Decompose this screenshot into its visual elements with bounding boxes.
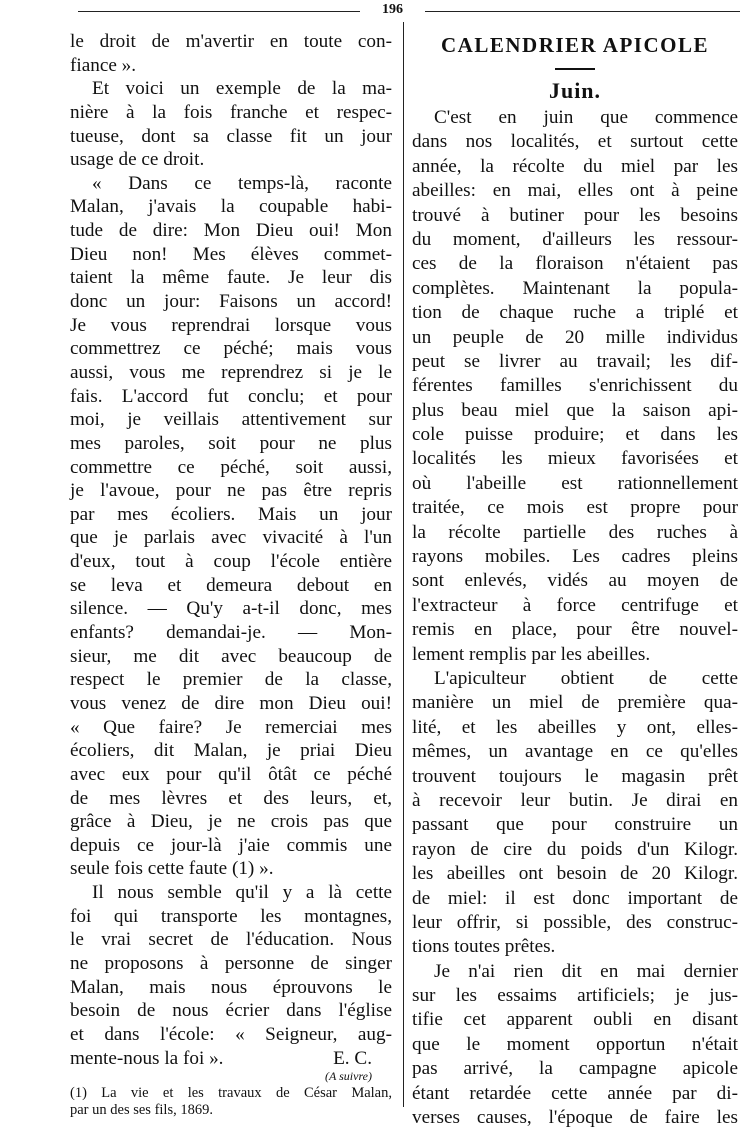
text-line: le vrai secret de l'éducation. Nous: [70, 929, 392, 951]
text-line: Et voici un exemple de la ma-: [92, 78, 392, 100]
text-line: vous venez de dire mon Dieu oui!: [70, 692, 392, 714]
text-line: dans nos localités, et surtout cette: [412, 131, 738, 153]
text-line: sont enlevés, vidés au moyen de: [412, 570, 738, 592]
text-line: nière à la fois franche et respec-: [70, 101, 392, 123]
text-line: l'extracteur à force centrifuge et: [412, 594, 738, 616]
page-header: [0, 0, 745, 22]
text-line: rayon de cire du poids d'un Kilogr.: [412, 838, 738, 860]
text-line: que je parlais avec vivacité à l'un: [70, 527, 392, 549]
right-column: [412, 30, 738, 1130]
text-line: aussi, vous me reprendrez si je le: [70, 361, 392, 383]
text-line: du moment, d'ailleurs les ressour-: [412, 228, 738, 250]
text-line: tude de dire: Mon Dieu oui! Mon: [70, 220, 392, 242]
text-line: férentes familles s'enrichissent du: [412, 375, 738, 397]
text-line: Je vous reprendrai lorsque vous: [70, 314, 392, 336]
text-line: commettrez ce péché; mais vous: [70, 338, 392, 360]
text-line: tueuse, dont sa classe fit un jour: [70, 125, 392, 147]
text-line: par mes écoliers. Mais un jour: [70, 503, 392, 525]
text-line: seule fois cette faute (1) ».: [70, 858, 274, 880]
text-line: pas arrivé, la campagne apicole: [412, 1058, 738, 1080]
text-line: année, la récolte du miel par les: [412, 155, 738, 177]
text-line: mente-nous la foi ».: [70, 1047, 224, 1069]
text-line: sur les essaims artificiels; je jus-: [412, 985, 738, 1007]
text-line: étant retardée cette année par di-: [412, 1082, 738, 1104]
text-line: plus beau miel que la saison api-: [412, 399, 738, 421]
signature: E. C.: [333, 1047, 372, 1069]
text-line: tion de chaque ruche a triplé et: [412, 302, 738, 324]
text-line: Malan, mais nous éprouvons le: [70, 976, 392, 998]
text-line: respect le premier de la classe,: [70, 669, 392, 691]
text-line: sieur, me dit avec beaucoup de: [70, 645, 392, 667]
text-line: d'eux, tout à coup l'école entière: [70, 551, 392, 573]
text-line: trouvé à butiner pour les besoins: [412, 204, 738, 226]
text-line: commettre ce péché, soit aussi,: [70, 456, 392, 478]
text-line: Il nous semble qu'il y a là cette: [92, 882, 392, 904]
text-line: lité, et les abeilles y ont, elles-: [412, 716, 738, 738]
text-line: abeilles: en mai, elles ont à peine: [412, 180, 738, 202]
to-be-continued-note: (A suivre): [325, 1069, 372, 1084]
closing-line: [70, 1047, 392, 1071]
text-line: trouvent toujours le magasin prêt: [412, 765, 738, 787]
text-line: les abeilles ont besoin de 20 Kilogr.: [412, 863, 738, 885]
text-line: localités les mieux favorisées et: [412, 448, 738, 470]
text-line: écoliers, dit Malan, je priai Dieu: [70, 740, 392, 762]
page-number: 196: [382, 2, 403, 17]
text-line: L'apiculteur obtient de cette: [434, 667, 738, 689]
text-line: Malan, j'avais la coupable habi-: [70, 196, 392, 218]
text-line: Je n'ai rien dit en mai dernier: [434, 960, 738, 982]
text-line: la récolte partielle des ruches à: [412, 521, 738, 543]
text-line: Dieu non! Mes élèves commet-: [70, 243, 392, 265]
text-line: traitée, ce mois est propre pour: [412, 497, 738, 519]
text-line: à recevoir leur butin. Je dirai en: [412, 789, 738, 811]
text-line: complètes. Maintenant la popula-: [412, 277, 738, 299]
text-line: le droit de m'avertir en toute con-: [70, 31, 392, 52]
text-line: depuis ce jour-là j'aie commis une: [70, 834, 392, 856]
column-divider: [403, 22, 404, 1107]
text-line: mes paroles, soit pour ne plus: [70, 432, 392, 454]
text-line: je l'avoue, pour ne pas être repris: [70, 480, 392, 502]
text-line: se leva et demeura debout en: [70, 574, 392, 596]
text-line: que le moment opportun n'était: [412, 1033, 738, 1055]
text-line: tions toutes prêtes.: [412, 936, 556, 958]
text-line: cole puisse produire; et dans les: [412, 424, 738, 446]
text-line: de miel: il est donc important de: [412, 887, 738, 909]
section-subtitle: Juin.: [548, 78, 602, 103]
text-line: C'est en juin que commence: [434, 107, 738, 128]
text-line: usage de ce droit.: [70, 149, 205, 171]
text-line: foi qui transporte les montagnes,: [70, 905, 392, 927]
footnote-line: (1) La vie et les travaux de César Malan,: [70, 1085, 392, 1102]
text-line: fiance ».: [70, 54, 137, 76]
text-line: remis en place, pour être nouvel-: [412, 619, 738, 641]
text-line: et dans l'école: « Seigneur, aug-: [70, 1023, 392, 1045]
text-line: leur offrir, si possible, des construc-: [412, 911, 738, 933]
footnote-line: par un des ses fils, 1869.: [70, 1102, 213, 1119]
text-line: verses causes, l'époque de faire les: [412, 1107, 738, 1129]
text-line: ne proposons à personne de singer: [70, 952, 392, 974]
left-column: [70, 30, 392, 1119]
title-dash: [412, 60, 738, 76]
text-line: tifie cet apparent oubli en disant: [412, 1009, 738, 1031]
text-line: de mes lèvres et des leurs, et,: [70, 787, 392, 809]
header-rule-left: [78, 11, 360, 12]
text-line: mêmes, un avantage en ce qu'elles: [412, 741, 738, 763]
text-line: moi, je veillais attentivement sur: [70, 409, 392, 431]
text-line: lement remplis par les abeilles.: [412, 643, 651, 665]
section-title: CALENDRIER APICOLE: [441, 33, 709, 57]
text-line: avec eux pour qu'il ôtât ce péché: [70, 763, 392, 785]
text-line: rayons mobiles. Les cadres pleins: [412, 546, 738, 568]
text-line: peut se livrer au travail; les dif-: [412, 350, 738, 372]
text-line: fais. L'accord fut conclu; et pour: [70, 385, 392, 407]
text-line: grâce à Dieu, je ne crois pas que: [70, 811, 392, 833]
text-line: enfants? demandai-je. — Mon-: [70, 622, 392, 644]
text-line: silence. — Qu'y a-t-il donc, mes: [70, 598, 392, 620]
text-line: où l'abeille est rationnellement: [412, 472, 738, 494]
header-rule-right: [425, 11, 740, 12]
text-line: besoin de nous écrier dans l'église: [70, 1000, 392, 1022]
text-line: « Que faire? Je remerciai mes: [70, 716, 392, 738]
text-line: ces de la floraison n'étaient pas: [412, 253, 738, 275]
text-line: manière un miel de première qua-: [412, 692, 738, 714]
text-line: « Dans ce temps-là, raconte: [92, 172, 392, 194]
text-line: taient la même faute. Je leur dis: [70, 267, 392, 289]
text-line: passant que pour construire un: [412, 814, 738, 836]
text-line: donc un jour: Faisons un accord!: [70, 291, 392, 313]
text-line: un peuple de 20 mille individus: [412, 326, 738, 348]
